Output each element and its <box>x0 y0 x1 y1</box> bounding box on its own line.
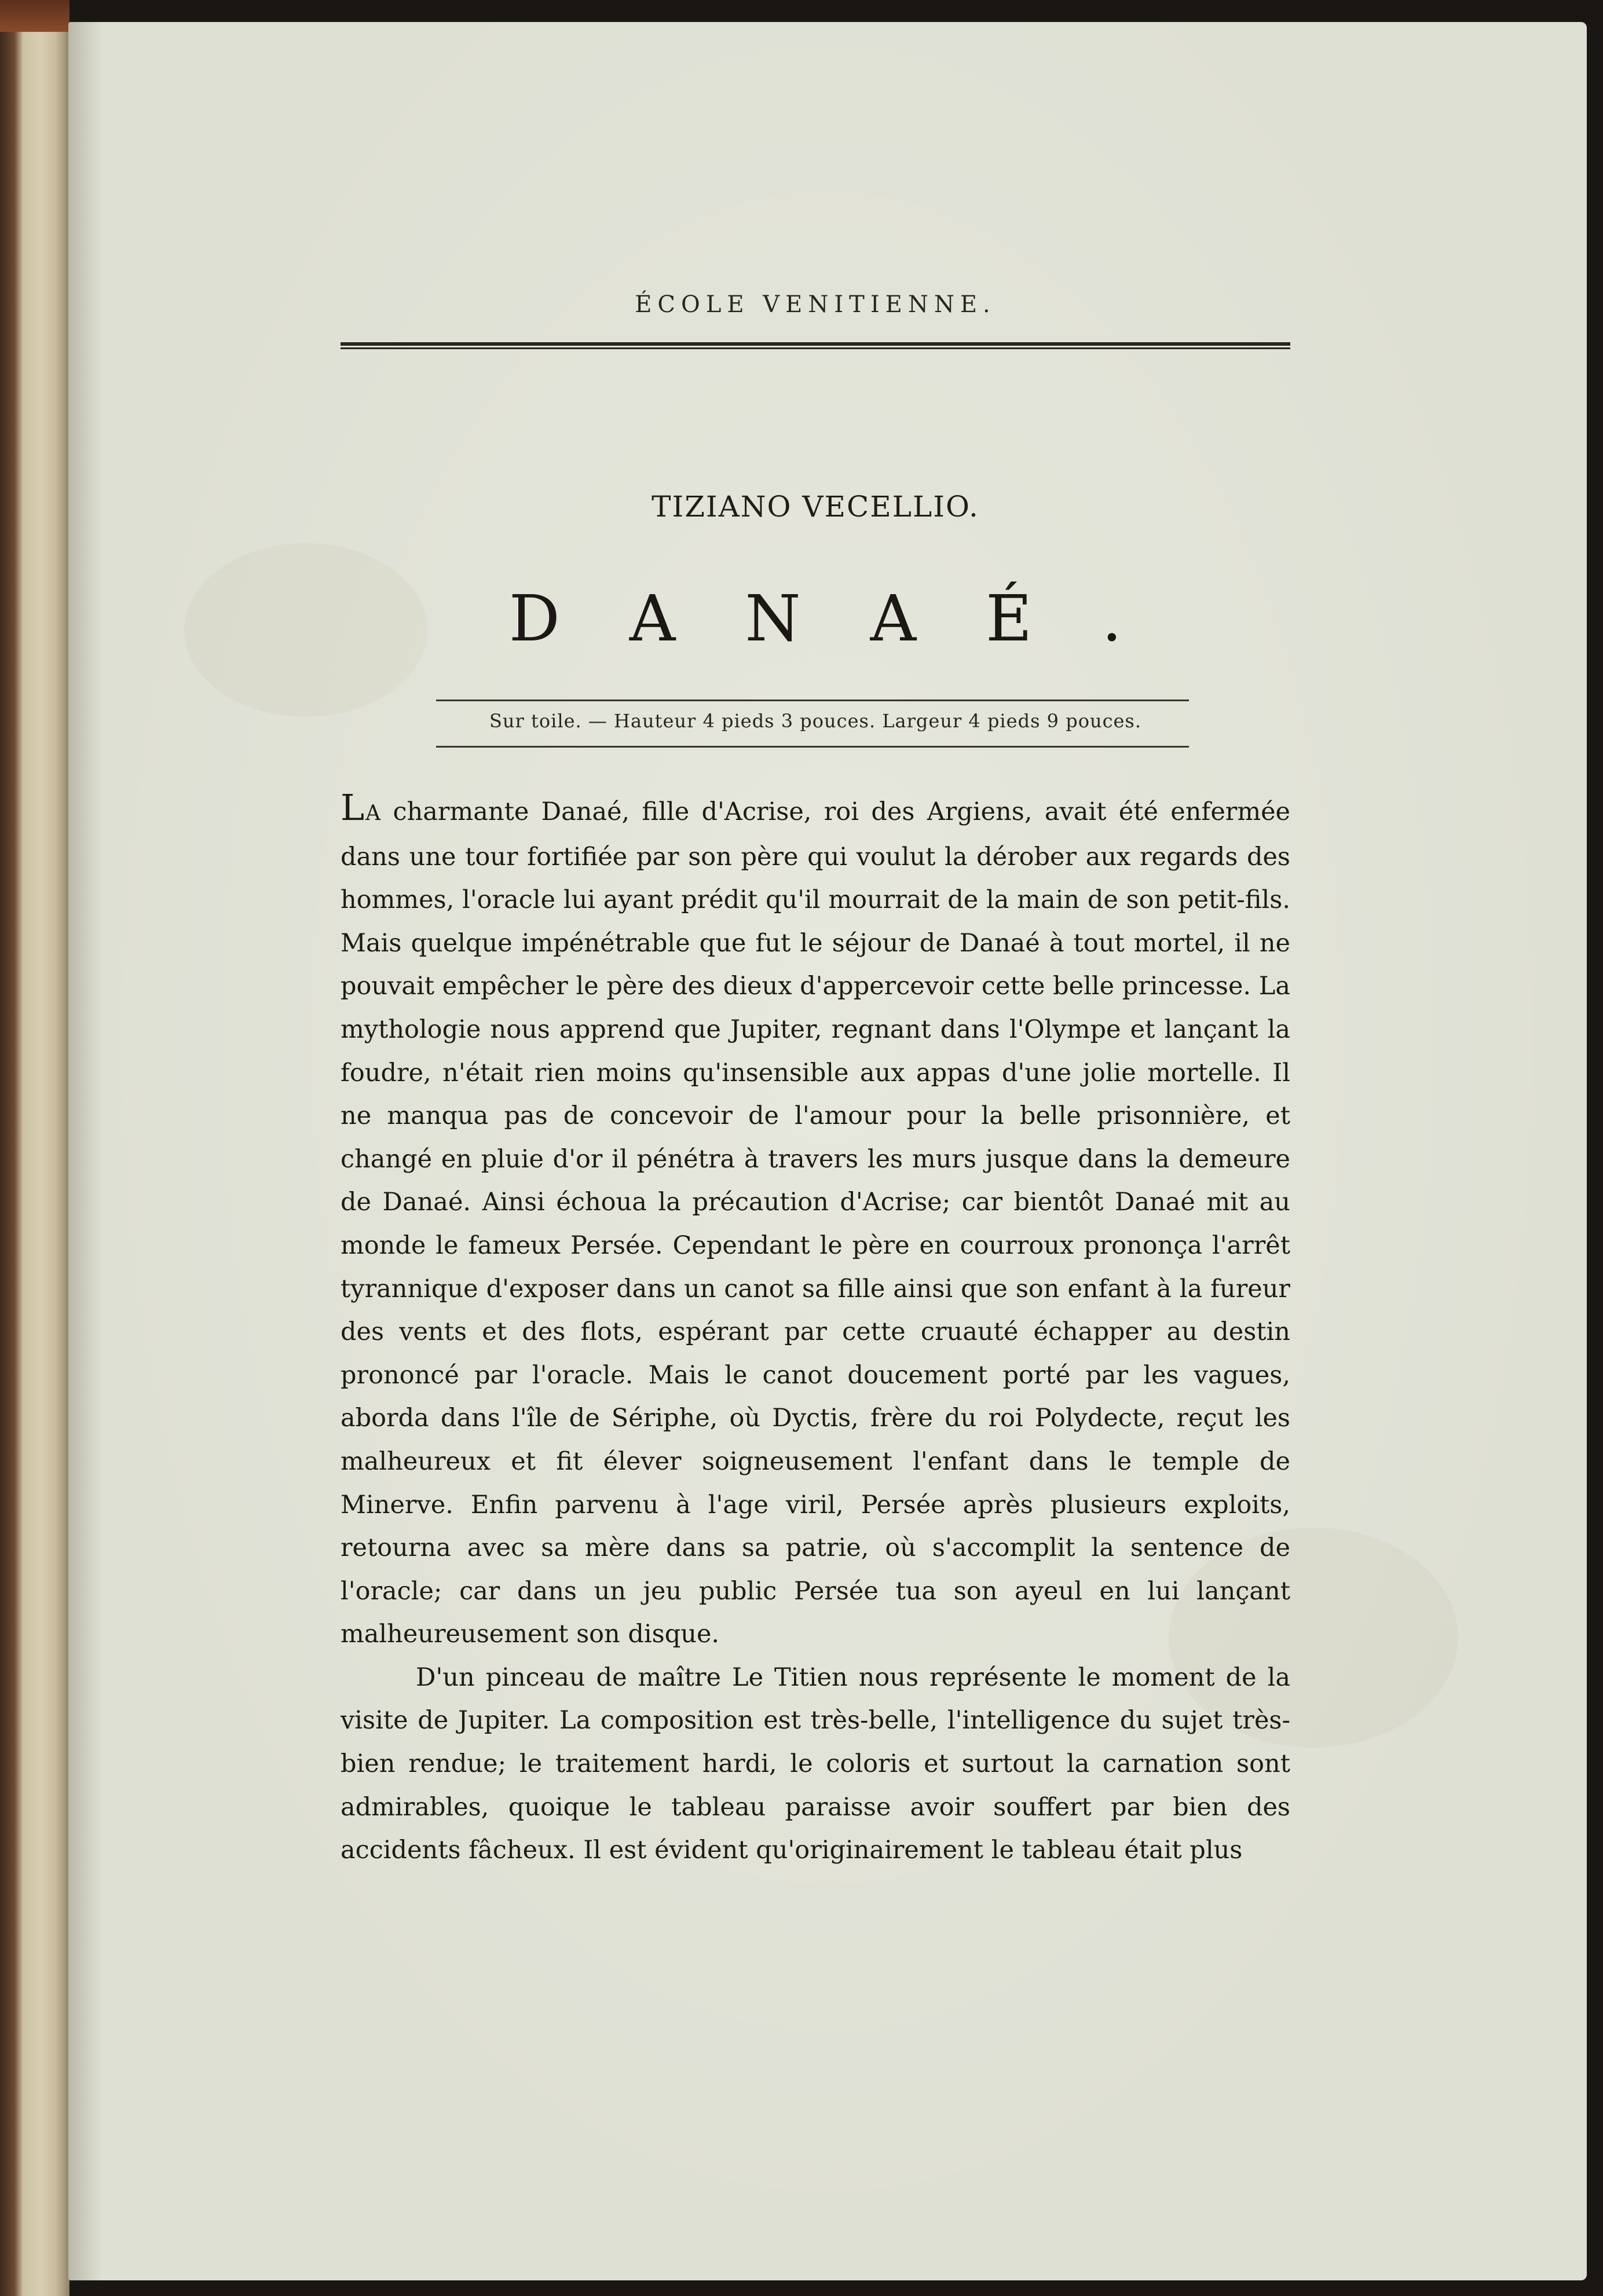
binding-cover-edge <box>0 0 69 32</box>
header-double-rule <box>341 342 1290 349</box>
body-text <box>341 786 1290 1872</box>
book-binding <box>0 0 69 2296</box>
dimensions-bottom-rule <box>436 746 1189 748</box>
book-page <box>68 22 1587 2280</box>
paragraph-1 <box>341 786 1290 1656</box>
drop-cap: L <box>341 786 366 829</box>
artist-name: TIZIANO VECELLIO. <box>652 490 979 523</box>
painting-title: DANAÉ. <box>508 581 1192 656</box>
painting-dimensions: Sur toile. — Hauteur 4 pieds 3 pouces. Largeur 4 pieds 9 pouces. <box>489 710 1142 732</box>
paragraph-1-text: charmante Danaé, fille d'Acrise, roi des Argiens, avait été enfermée dans une tour fortifiée par son père qui voulut la dérober aux regards des hommes, l'oracle lui ayant prédit qu'il mourrait de la main de son petit-fils. Mais quelque impénétrable que fut le séjour de Danaé à tout mortel, il ne pouvait empêcher le père des dieux d'appercevoir cette belle princesse. La mythologie nous apprend que Jupiter, regnant dans l'Olympe et lançant la foudre, n'était rien moins qu'insensible aux appas d'une jolie mortelle. Il ne manqua pas de concevoir de l'amour pour la belle prisonnière, et changé en pluie d'or il pénétra à travers les murs jusque dans la demeure de Danaé. Ainsi échoua la précaution d'Acrise; car bientôt Danaé mit au monde le fameux Persée. Cependant le père en courroux prononça l'arrêt tyrannique d'exposer dans un canot sa fille ainsi que son enfant à la fureur des vents et des flots, espérant par cette cruauté échapper au destin prononcé par l'oracle. Mais le canot doucement porté par les vagues, aborda dans l'île de Sériphe, où Dyctis, frère du roi Polydecte, reçut les malheureux et fit élever soigneusement l'enfant dans le temple de Minerve. Enfin parvenu à l'age viril, Persée après plusieurs exploits, retourna avec sa mère dans sa patrie, où s'accomplit la sentence de l'oracle; car dans un jeu public Persée tua son ayeul en lui lançant malheureusement son disque. <box>341 797 1290 1649</box>
dimensions-top-rule <box>436 700 1189 701</box>
school-heading: ÉCOLE VENITIENNE. <box>635 291 996 318</box>
paragraph-2: D'un pinceau de maître Le Titien nous représente le moment de la visite de Jupiter. La composition est très-belle, l'intelligence du sujet très-bien rendue; le traitement hardi, le coloris et surtout la carnation sont admirables, quoique le tableau paraisse avoir souffert par bien des accidents fâcheux. Il est évident qu'originairement le tableau était plus <box>341 1663 1290 1865</box>
drop-cap-continuation: A <box>365 801 381 825</box>
